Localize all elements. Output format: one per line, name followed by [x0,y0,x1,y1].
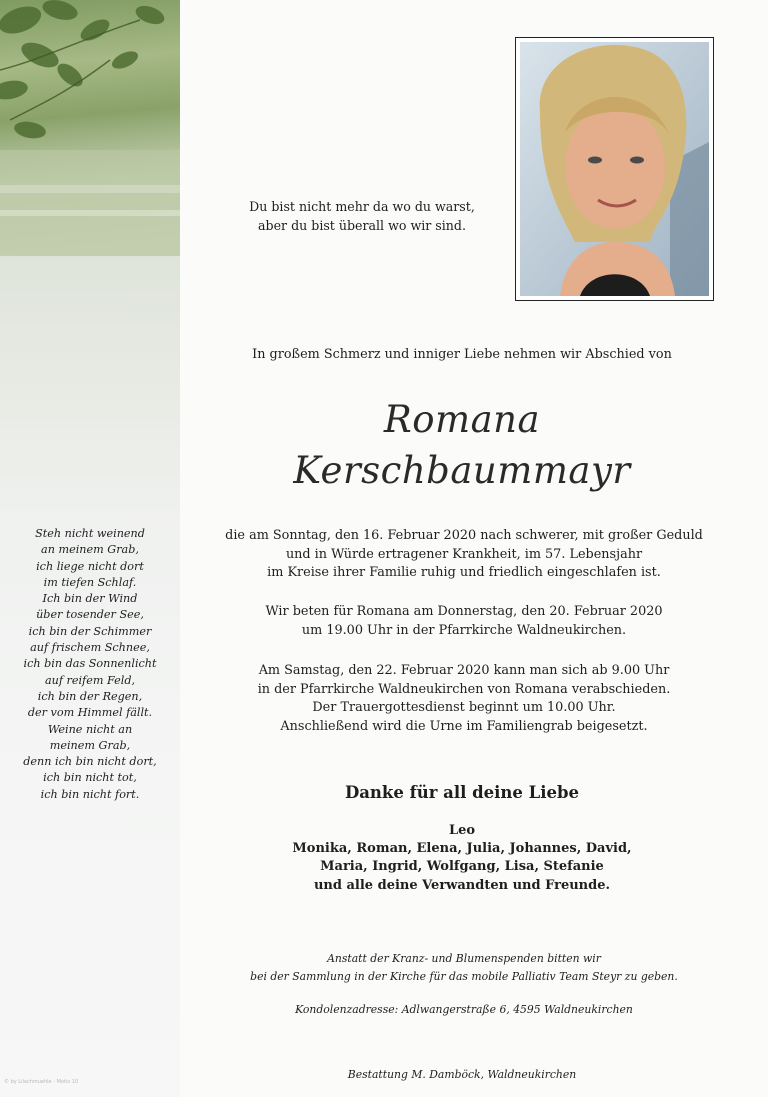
text-line: und in Würde ertragener Krankheit, im 57. Lebensjahr [285,546,643,562]
poem-line: ich bin nicht fort. [40,787,140,801]
text-line: die am Sonntag, den 16. Februar 2020 nach schwerer, mit großer Geduld [225,528,703,543]
poem-line: meinem Grab, [49,738,131,752]
funeral-paragraph [200,662,728,736]
intro-line: In großem Schmerz und inniger Liebe nehmen wir Abschied von [252,347,672,362]
poem-line: auf reifem Feld, [44,673,136,687]
note-line: Anstatt der Kranz- und Blumenspenden bitten wir [327,952,601,965]
watermark: © by Lilachmuehle - Motiv 10 [4,1079,79,1085]
poem-line: an meinem Grab, [41,543,139,557]
note-line: bei der Sammlung in der Kirche für das mobile Palliativ Team Steyr zu geben. [250,970,678,983]
poem-line: denn ich bin nicht dort, [23,755,157,769]
thanks-heading: Danke für all deine Liebe [344,783,580,802]
text-line: Der Trauergottesdienst beginnt um 10.00 Uhr. [312,700,616,715]
nature-photo [0,0,180,256]
leaves-illustration [0,0,180,256]
poem-line: Weine nicht an [47,722,133,736]
family-line: Leo [448,823,476,838]
strip-fade [0,256,180,516]
poem-line: Steh nicht weinend [35,527,145,540]
poem-line: ich bin das Sonnenlicht [23,657,157,671]
text-line: Am Samstag, den 22. Februar 2020 kann man sich ab 9.00 Uhr [258,663,670,678]
poem-line: über tosender See, [36,608,144,622]
family-line: Monika, Roman, Elena, Julia, Johannes, David, [292,841,632,857]
poem-line: ich bin nicht tot, [43,771,137,785]
family-list [212,822,712,895]
donation-note [200,950,728,986]
poem-line: auf frischem Schnee, [30,641,150,655]
poem-line: im tiefen Schlaf. [43,575,137,589]
text-line: Anschließend wird die Urne im Familiengrab beigesetzt. [280,718,648,734]
text-line: im Kreise ihrer Familie ruhig und friedlich eingeschlafen ist. [267,565,661,580]
text-line: um 19.00 Uhr in der Pfarrkirche Waldneukirchen. [301,622,627,638]
memorial-quote [212,197,512,235]
portrait-illustration [520,42,709,296]
text-line: Wir beten für Romana am Donnerstag, den 20. Februar 2020 [265,604,663,619]
deceased-first-name: Romana [383,398,541,441]
deceased-last-name: Kerschbaummayr [293,449,631,492]
poem-line: ich bin der Schimmer [28,624,152,638]
quote-line: aber du bist überall wo wir sind. [258,218,466,233]
poem [4,526,176,803]
poem-line: der vom Himmel fällt. [27,706,153,720]
quote-line: Du bist nicht mehr da wo du warst, [249,199,475,214]
prayer-paragraph [200,603,728,640]
death-notice-paragraph [200,527,728,583]
text-line: in der Pfarrkirche Waldneukirchen von Romana verabschieden. [257,681,671,697]
family-line: und alle deine Verwandten und Freunde. [313,877,611,893]
condolence-address: Kondolenzadresse: Adlwangerstraße 6, 4595 Waldneukirchen [295,1003,633,1016]
poem-line: ich bin der Regen, [37,689,143,703]
portrait-photo [515,37,714,301]
family-line: Maria, Ingrid, Wolfgang, Lisa, Stefanie [320,859,604,875]
poem-line: ich liege nicht dort [36,559,144,573]
poem-line: Ich bin der Wind [42,592,138,606]
funeral-home-credit: Bestattung M. Damböck, Waldneukirchen [347,1068,577,1081]
